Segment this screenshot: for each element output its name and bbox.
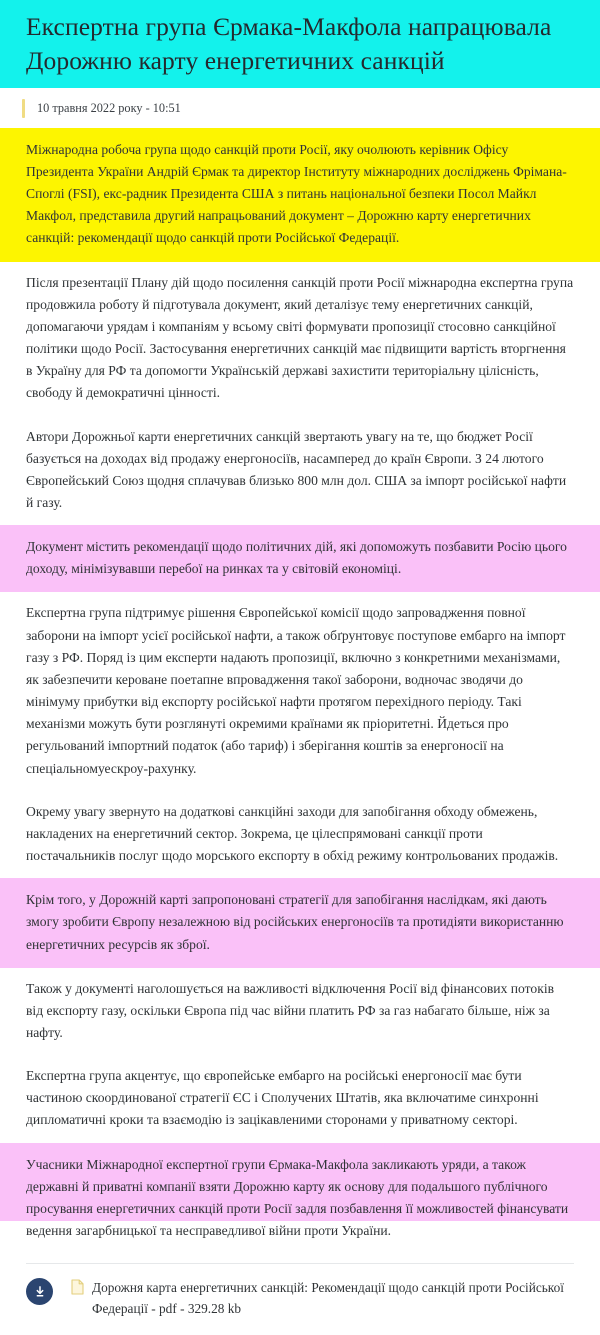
attachment-link[interactable] — [26, 1264, 574, 1335]
title-band — [0, 0, 600, 88]
publish-date: 10 травня 2022 року - 10:51 — [37, 100, 181, 115]
article-paragraph: Експертна група акцентує, що європейське ембарго на російські енергоносії має бути частиною скоординованої стратегії ЄС і Сполучених Штатів, яка включатиме синхронні дипломатичні кроки та взаємодію із зацікавленими сторонами у приватному секторі. — [26, 1068, 539, 1128]
article-paragraph: Крім того, у Дорожній карті запропоновані стратегії для запобігання наслідкам, які дають змогу зробити Європу незалежною від російських енергоносіїв та протидіяти використанню енергетичних ресурсів як зброї. — [0, 878, 600, 967]
download-arrow-icon[interactable] — [26, 1278, 53, 1305]
attachment-section — [0, 1263, 600, 1335]
article-paragraph: Міжнародна робоча група щодо санкцій проти Росії, яку очолюють керівник Офісу Президента України Андрій Єрмак та директор Інституту міжнародних досліджень Фрімана-Споглі (FSI), екс-радник Президента США з питань національної безпеки Посол Майкл Макфол, представила другий напрацьований документ – Дорожню карту енергетичних санкцій: рекомендації щодо санкцій проти Російської Федерації. — [0, 128, 600, 262]
accent-bar — [22, 99, 25, 118]
page-title: Експертна група Єрмака-Макфола напрацювала Дорожню карту енергетичних санкцій — [26, 12, 552, 75]
article-body — [0, 128, 600, 1254]
article-paragraph: Експертна група підтримує рішення Європейської комісії щодо запровадження повної заборони на імпорт усієї російської нафти, а також обґрунтовує поступове ембарго на імпорт газу з РФ. Поряд із цим експерти надають пропозиції, включно з конкретними механізмами, як забезпечити кероване поетапне впровадження такої заборони, водночас зводячи до мінімуму прибутки від експорту російської нафти протягом перехідного періоду. Такі механізми можуть бути розглянуті окремими країнами як пріоритетні. Йдеться про регульований імпортний податок (або тариф) і зберігання коштів за енергоносії на спеціальномуескроу-рахунку. — [26, 605, 566, 776]
pdf-file-icon — [71, 1279, 84, 1300]
article-paragraph: Автори Дорожньої карти енергетичних санкцій звертають увагу на те, що бюджет Росії базується на доходах від продажу енергоносіїв, насамперед до країн Європи. З 24 лютого Європейський Союз щодня сплачував близько 800 млн дол. США за імпорт російської нафти й газу. — [26, 428, 567, 510]
article-paragraph: Також у документі наголошується на важливості відключення Росії від фінансових потоків від експорту газу, оскільки Європа під час війни платить РФ за газ набагато більше, ніж за нафту. — [26, 980, 555, 1040]
attachment-label: Дорожня карта енергетичних санкцій: Рекомендації щодо санкцій проти Російської Федерації - pdf - 329.28 kb — [92, 1280, 564, 1317]
publish-date-row — [0, 88, 600, 128]
article-paragraph: Документ містить рекомендації щодо політичних дій, які допоможуть позбавити Росію цього доходу, мінімізувавши перебої на ринках та у світовій економіці. — [0, 525, 600, 592]
article-paragraph: Після презентації Плану дій щодо посилення санкцій проти Росії міжнародна експертна група продовжила роботу й підготувала документ, який деталізує тему енергетичних санкцій, допомагаючи урядам і компаніям у всьому світі формувати пропозиції стосовно санкційної політики щодо Росії. Застосування енергетичних санкцій має підвищити вартість вторгнення в Україну для РФ та допомогти Українській державі захистити територіальну цілісність, свободу й демократичні цінності. — [26, 274, 574, 401]
article-paragraph: Окрему увагу звернуто на додаткові санкційні заходи для запобігання обходу обмежень, накладених на енергетичний сектор. Зокрема, це цілеспрямовані санкції проти постачальників послуг щодо морського експорту в обхід режиму контрольованих продажів. — [26, 803, 559, 864]
article-paragraph: Учасники Міжнародної експертної групи Єрмака-Макфола закликають уряди, а також державні й приватні компанії взяти Дорожню карту як основу для подальшого публічного просування енергетичних санкцій проти Росії задля позбавлення її можливостей фінансувати ведення загарбницької та несправедливої війни проти України. — [0, 1143, 600, 1255]
